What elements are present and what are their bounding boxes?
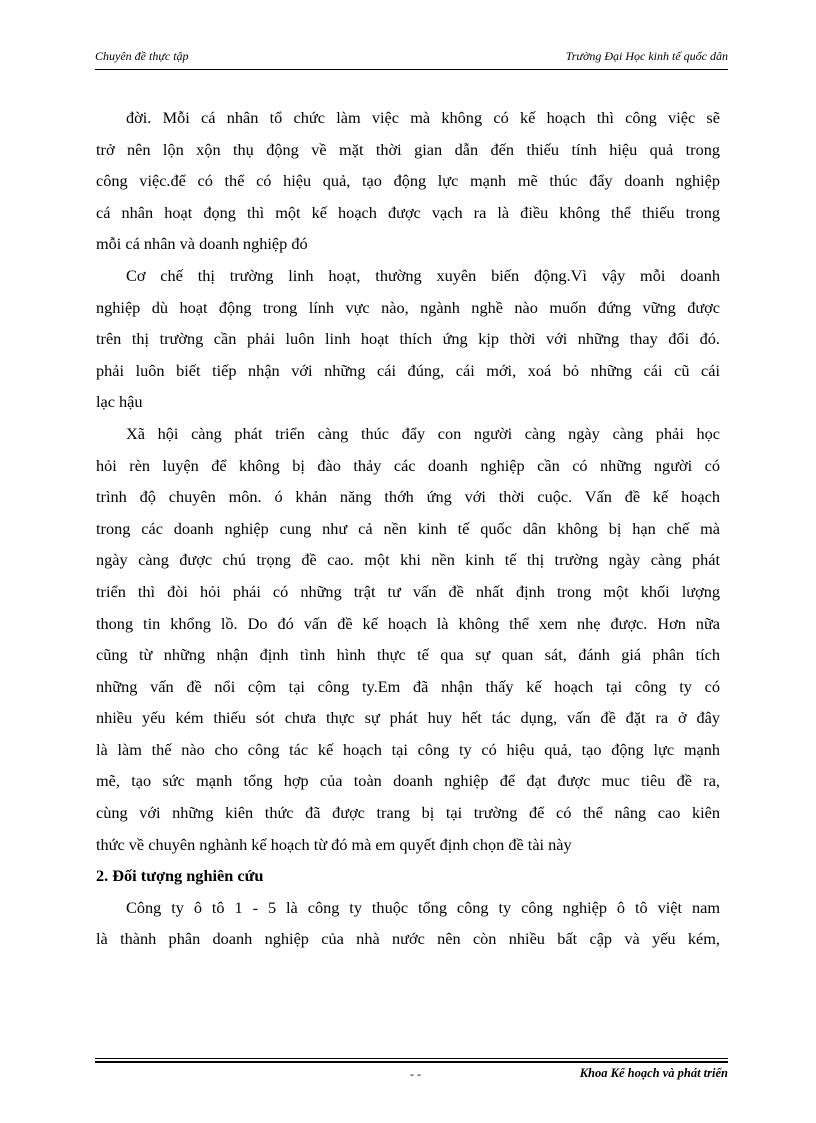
- footer-divider-thick: [95, 1061, 728, 1063]
- text-line: công việc.để có thể có hiệu quả, tạo động lực mạnh mẽ thúc đẩy doanh nghiệp: [96, 171, 720, 191]
- text-line: mẽ, tạo sức mạnh tổng hợp của toàn doanh nghiệp để đạt được muc tiêu đề ra,: [96, 771, 720, 791]
- text-line: lạc hậu: [96, 392, 143, 412]
- text-line: là thành phân doanh nghiệp của nhà nước nên còn nhiều bất cập và yếu kém,: [96, 929, 720, 949]
- text-line: nhiều yếu kém thiếu sót chưa thực sự phát huy hết tác dụng, vấn đề đặt ra ở đây: [96, 708, 720, 728]
- header-divider: [95, 69, 728, 70]
- page-number: - -: [410, 1067, 421, 1081]
- header-left-text: Chuyên đề thực tập: [95, 49, 189, 63]
- footer-right-text: Khoa Kế hoạch và phát triển: [579, 1066, 728, 1080]
- header-right-text: Trường Đại Học kinh tế quốc dân: [565, 49, 728, 63]
- text-line: thong tin khổng lồ. Do đó vấn đề kế hoạch là không thể xem nhẹ được. Hơn nữa: [96, 613, 720, 633]
- text-line: hỏi rèn luyện để không bị đào thảy các doanh nghiệp cần có những người có: [96, 455, 720, 475]
- body-text: [96, 102, 720, 955]
- text-line: trình độ chuyên môn. ó khản năng thớh ứng với thời cuộc. Vấn đề kế hoạch: [96, 487, 720, 507]
- text-line: những vấn đề nổi cộm tại công ty.Em đã nhận thấy kế hoạch tại công ty có: [96, 676, 720, 696]
- text-line: phải luôn biết tiếp nhận với những cái đúng, cái mới, xoá bỏ những cái cũ cái: [96, 360, 720, 380]
- text-line: cùng với những kiên thức đã được trang bị tại trường để có thể nâng cao kiên: [96, 803, 720, 823]
- text-line: là làm thế nào cho công tác kế hoạch tại công ty có hiệu quả, tạo động lực mạnh: [96, 739, 720, 759]
- text-line: trong các doanh nghiệp cung như cả nền kinh tế quốc dân không bị hạn chế mà: [96, 518, 720, 538]
- text-line: trên thị trường cần phải luôn linh hoạt thích ứng kịp thời với những thay đổi đó.: [96, 329, 720, 349]
- text-line: ngày càng được chú trọng đề cao. một khi nền kinh tế thị trường ngày càng phát: [96, 550, 720, 570]
- page-header: [95, 49, 728, 67]
- footer-divider-thin: [95, 1058, 728, 1059]
- text-line: cũng từ những nhận định tình hình thực tế qua sự quan sát, đánh giá phân tích: [96, 645, 720, 665]
- text-line: nghiệp dù hoạt động trong lính vực nào, ngành nghề nào muốn đứng vững được: [96, 297, 720, 317]
- text-line: thức về chuyên nghành kế hoạch từ đó mà em quyết định chọn đề tài này: [96, 834, 572, 854]
- text-line: trở nên lộn xộn thụ động về mặt thời gian dẫn đến thiếu tính hiệu quả trong: [96, 139, 720, 159]
- text-line: cá nhân hoạt đọng thì một kế hoạch được vạch ra là điều không thể thiếu trong: [96, 202, 720, 222]
- text-line: đời. Mỗi cá nhân tổ chức làm việc mà không có kế hoạch thì công việc sẽ: [126, 108, 720, 127]
- text-line: Xã hội càng phát triển càng thúc đẩy con người càng ngày càng phải học: [126, 423, 720, 443]
- text-line: Công ty ô tô 1 - 5 là công ty thuộc tổng công ty công nghiệp ô tô việt nam: [126, 897, 720, 917]
- text-line: mỗi cá nhân và doanh nghiệp đó: [96, 234, 308, 254]
- text-line: triển thì đòi hỏi phái có những trật tư vấn đề nhất định trong một khối lượng: [96, 581, 720, 601]
- section-heading: 2. Đối tượng nghiên cứu: [96, 866, 264, 886]
- text-line: Cơ chế thị trường linh hoạt, thường xuyên biến động.Vì vậy mỗi doanh: [126, 265, 720, 285]
